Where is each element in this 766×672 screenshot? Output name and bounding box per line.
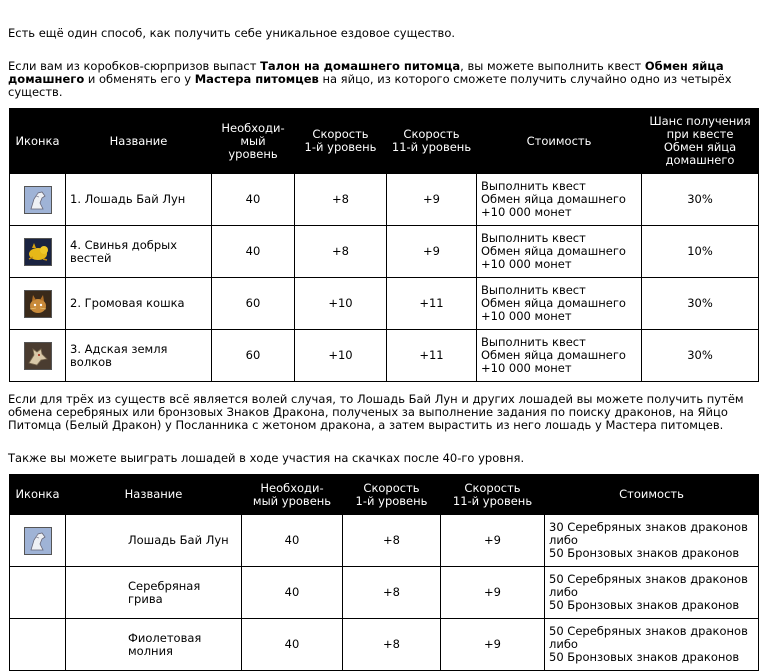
- mount-name: 4. Свинья добрых вестей: [66, 226, 212, 278]
- horse-name: Серебряная грива: [66, 567, 242, 619]
- col-header-cost: Стоимость: [477, 109, 642, 174]
- horse-speed11: +9: [441, 567, 545, 619]
- horse-level: 40: [242, 515, 343, 567]
- mount-speed1: +8: [295, 226, 387, 278]
- mount-speed11: +9: [387, 226, 477, 278]
- col-header-icon: Иконка: [10, 475, 66, 515]
- mount-level: 60: [212, 330, 295, 382]
- races-paragraph: Также вы можете выиграть лошадей в ходе участия на скачках после 40-го уровня.: [8, 451, 525, 465]
- col-header-name: Название: [66, 109, 212, 174]
- col-header-speed11: Скорость 11-й уровень: [387, 109, 477, 174]
- mount-speed11: +9: [387, 174, 477, 226]
- horse-cost: 30 Серебряных знаков драконов либо 50 Бронзовых знаков драконов: [545, 515, 759, 567]
- table-row: [10, 567, 759, 619]
- empty-icon-cell: [10, 567, 66, 619]
- horse-level: 40: [242, 567, 343, 619]
- table-row: [10, 174, 759, 226]
- pig-icon: [24, 238, 52, 266]
- mount-speed1: +10: [295, 330, 387, 382]
- mount-speed1: +8: [295, 174, 387, 226]
- col-header-name: Название: [66, 475, 242, 515]
- col-header-speed11: Скорость 11-й уровень: [441, 475, 545, 515]
- pet-ticket-item: Талон на домашнего питомца: [260, 59, 461, 73]
- table-row: [10, 515, 759, 567]
- mount-chance: 30%: [642, 174, 759, 226]
- horse-name: Фиолетовая молния: [66, 619, 242, 671]
- horse-speed11: +9: [441, 515, 545, 567]
- mount-chance: 30%: [642, 330, 759, 382]
- col-header-level: Необходи- мый уровень: [212, 109, 295, 174]
- mount-chance: 30%: [642, 278, 759, 330]
- col-header-speed1: Скорость 1-й уровень: [343, 475, 441, 515]
- mount-level: 40: [212, 226, 295, 278]
- egg-exchange-paragraph: Если вам из коробков-сюрпризов выпаст Талон на домашнего питомца, вы можете выполнить квест Обмен яйца домашнего и обменять его у Мастера питомцев на яйцо, из которого сможете получить случайно одно из четырёх существ.: [8, 59, 732, 99]
- table-row: [10, 330, 759, 382]
- random-mounts-table: [9, 108, 759, 382]
- mount-speed11: +11: [387, 330, 477, 382]
- col-header-level: Необходи- мый уровень: [242, 475, 343, 515]
- mount-speed1: +10: [295, 278, 387, 330]
- horse-speed1: +8: [343, 567, 441, 619]
- intro-text: Есть ещё один способ, как получить себе уникальное ездовое существо.: [8, 26, 456, 40]
- mount-cost: Выполнить квест Обмен яйца домашнего +10 000 монет: [477, 174, 642, 226]
- mount-speed11: +11: [387, 278, 477, 330]
- pet-master-npc: Мастера питомцев: [194, 72, 319, 86]
- mount-level: 60: [212, 278, 295, 330]
- egg-exchange-quest: Обмен яйца домашнего: [8, 59, 724, 86]
- empty-icon-cell: [10, 619, 66, 671]
- table-header-row: [10, 109, 759, 174]
- mount-name: 2. Громовая кошка: [66, 278, 212, 330]
- col-header-chance: Шанс получения при квесте Обмен яйца домашнего: [642, 109, 759, 174]
- table-row: [10, 619, 759, 671]
- horse-speed11: +9: [441, 619, 545, 671]
- horse-exchange-table: [9, 474, 759, 671]
- table-row: [10, 278, 759, 330]
- horse-icon: [24, 527, 52, 555]
- cat-icon: [24, 290, 52, 318]
- mount-name: 1. Лошадь Бай Лун: [66, 174, 212, 226]
- mount-name: 3. Адская земля волков: [66, 330, 212, 382]
- horse-icon: [24, 186, 52, 214]
- horse-speed1: +8: [343, 515, 441, 567]
- horse-cost: 50 Серебряных знаков драконов либо 50 Бронзовых знаков драконов: [545, 567, 759, 619]
- mount-level: 40: [212, 174, 295, 226]
- horse-speed1: +8: [343, 619, 441, 671]
- col-header-speed1: Скорость 1-й уровень: [295, 109, 387, 174]
- horse-name: Лошадь Бай Лун: [66, 515, 242, 567]
- mount-cost: Выполнить квест Обмен яйца домашнего +10 000 монет: [477, 226, 642, 278]
- horse-level: 40: [242, 619, 343, 671]
- mount-cost: Выполнить квест Обмен яйца домашнего +10 000 монет: [477, 330, 642, 382]
- col-header-icon: Иконка: [10, 109, 66, 174]
- mount-chance: 10%: [642, 226, 759, 278]
- table-row: [10, 226, 759, 278]
- table-header-row: [10, 475, 759, 515]
- wolf-icon: [24, 342, 52, 370]
- col-header-cost: Стоимость: [545, 475, 759, 515]
- dragon-signs-paragraph: Если для трёх из существ всё является волей случая, то Лошадь Бай Лун и других лошадей вы можете получить путём обмена серебряных или бронзовых Знаков Дракона, полученых за выполнение задания по поиску драконов, на Яйцо Питомца (Белый Дракон) у Посланника с жетоном дракона, а затем вырастить из него лошадь у Мастера питомцев.: [8, 392, 744, 432]
- horse-cost: 50 Серебряных знаков драконов либо 50 Бронзовых знаков драконов: [545, 619, 759, 671]
- mount-cost: Выполнить квест Обмен яйца домашнего +10 000 монет: [477, 278, 642, 330]
